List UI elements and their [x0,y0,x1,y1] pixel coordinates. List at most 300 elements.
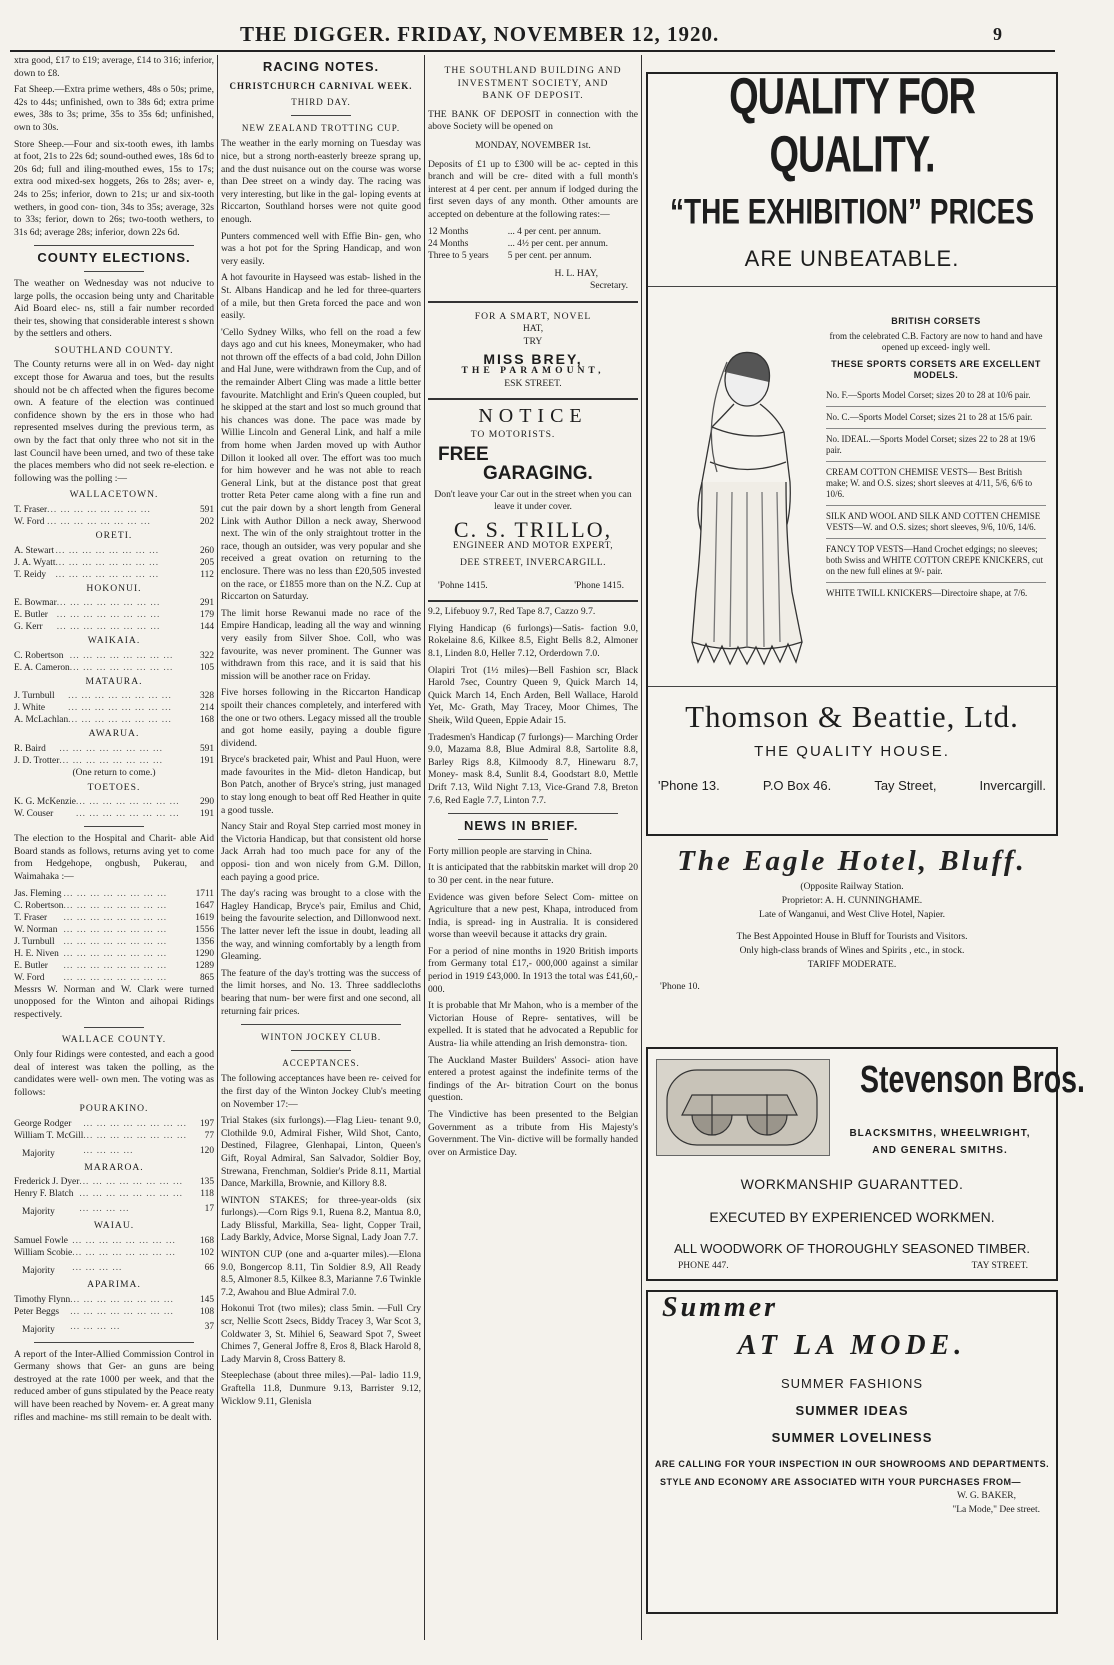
rate-value: ... 4 per cent. per annum. [507,226,601,237]
leader-dots: ... ... ... ... ... ... ... ... [75,797,180,808]
divider [428,301,638,303]
masthead-title: THE DIGGER. FRIDAY, NOVEMBER 12, 1920. [240,22,720,46]
candidate-name: E. Bowmar [14,598,57,609]
candidate-name: J. Turnbull [14,691,55,702]
vote-count: 191 [199,809,214,820]
leader-dots: ... ... ... ... ... ... ... ... [63,924,168,935]
leader-dots: ... ... ... ... ... ... ... ... [68,715,172,726]
poll-row [14,1306,214,1318]
rate-row [428,238,638,250]
candidate-name: R. Baird [14,743,46,754]
free-heading: FREE [438,444,489,466]
poll-row [14,597,214,609]
bank-signature: H. L. HAY, [554,267,598,279]
bank-paragraph: Deposits of £1 up to £300 will be ac- cepted in this branch and will be cre- dited with a full month's interest at 4 per cent. per annum if lodged during the first seven days of any month. Other amounts are accepted on debenture at the following rates:— [428,158,638,220]
leader-dots: ... ... ... ... ... ... ... ... [63,888,168,899]
ad-headline: ARE UNBEATABLE. [744,246,960,271]
poll-row [14,1247,214,1259]
interest-rates [428,226,638,262]
leader-dots: ... ... ... ... [72,1263,123,1274]
eagle-hotel-advert [646,845,1058,1025]
poll-row [14,1188,214,1200]
district-poll-table [14,650,214,674]
hotel-title: The Eagle Hotel, Bluff. [677,845,1027,877]
article-paragraph: The feature of the day's trotting was the success of the limit horses, and No. 13. Three saddlecloths bearing that num- ber were first and one second, all returning fair prices. [221,967,421,1017]
trillo-line: DEE STREET, INVERCARGILL. [459,557,607,569]
leader-dots: ... ... ... ... ... ... ... ... [75,809,180,820]
vote-count: 105 [199,662,214,673]
thomson-beattie-advert [646,68,1058,836]
rate-value: 5 per cent. per annum. [507,250,592,261]
majority-value: 37 [204,1321,214,1332]
notice-paragraph: Don't leave your Car out in the street when you can leave it under cover. [434,488,632,513]
news-item: Forty million people are starving in China. [428,845,592,857]
executed-line: EXECUTED BY EXPERIENCED WORKMEN. [709,1209,995,1225]
firm-phone: PHONE 447. [678,1261,729,1271]
riding-name: MARAROA. [84,1161,144,1173]
rate-row [428,250,638,262]
hospital-poll-table [14,888,214,984]
majority-label: Majority [22,1324,55,1335]
poll-row [14,912,214,924]
corset-woman-illustration [662,342,817,702]
article-paragraph: The following acceptances have been re- ceived for the first day of the Winton Jockey Club's meeting on November 17:— [221,1073,421,1110]
poll-row [14,796,214,808]
leader-dots: ... ... ... ... ... ... ... ... [59,755,163,766]
leader-dots: ... ... ... ... ... ... ... ... [55,569,160,580]
candidate-name: J. A. Wyatt [14,557,56,568]
majority-row [14,1200,214,1218]
news-item: Evidence was given before Select Com- mittee on Agriculture that a new pest, Khapa, introduced from India, is spread- ing in Australia. It is considered worse than weevil because it attacks dry grain. [428,891,638,941]
poll-row [14,936,214,948]
firm-name: Stevenson Bros. [860,1059,1085,1101]
wallace-poll-results [14,1103,214,1335]
article-paragraph: The weather in the early morning on Tuesday was nice, but a strong north-easterly breeze sprang up, and the dust nuisance out on the course was worse than Dee street on a windy day. The racing was very interesting, but like in the gal- loping events at Riccarton, Southland horses were not quite good enough. [221,138,421,225]
leader-dots: ... ... ... ... ... ... ... ... [63,960,168,971]
candidate-name: Frederick J. Dyer [14,1177,80,1188]
article-subheading: NEW ZEALAND TROTTING CUP. [241,122,401,133]
district-name: MATAURA. [85,675,143,687]
district-name: TOETOES. [87,781,141,793]
column-rule [641,55,642,1640]
divider [84,271,144,272]
racing-continued: Olapiri Trot (1½ miles)—Bell Fashion scr, Black Harold 7sec, Country Queen 9, Quick March 14, Quick March 14, Ench Arden, Bell Wallace, Harold Yet, Mc- Grath, May Tracey, Moor Chimes, The Sheik, Wild Queen, Eppie Adair 15. [428,664,638,726]
hotel-line: Late of Wanganui, and West Clive Hotel, Napier. [759,910,945,920]
majority-value: 120 [199,1145,214,1156]
trillo-name: C. S. TRILLO, [453,516,613,542]
firm-street: Tay Street, [874,778,937,793]
section-subheading: WALLACE COUNTY. [61,1034,167,1046]
majority-value: 66 [204,1263,214,1274]
leader-dots: ... ... ... ... ... ... ... ... [63,936,168,947]
brey-advert [428,311,638,391]
rate-row [428,226,638,238]
poll-row [14,609,214,621]
article-paragraph: The limit horse Rewanui made no race of the Empire Handicap, leading all the way and winning very easily from Silver Shoe. Coll, who was favourite, was never prominent. The Gunner was withdrawn from this race, and it is said that his mission will be another race on Friday. [221,607,421,682]
district-poll-table [14,690,214,726]
notice-heading: NOTICE [478,405,588,428]
candidate-name: E. Butler [14,610,48,621]
leader-dots: ... ... ... ... ... ... ... ... [47,517,151,527]
leader-dots: ... ... ... ... ... ... ... ... [47,505,151,515]
bank-name: BANK OF DEPOSIT. [482,90,584,102]
market-paragraph: xtra good, £17 to £19; average, £14 to 316; inferior, down to £8. [14,55,214,79]
poll-row [14,1176,214,1188]
candidate-name: E. Butler [14,960,48,971]
masthead-rule [10,50,1055,52]
corset-item: No. IDEAL.—Sports Model Corset; sizes 22 to 28 at 19/6 pair. [826,429,1046,462]
trillo-advert [428,405,638,592]
summer-line: SUMMER FASHIONS [780,1376,924,1391]
poll-row [14,690,214,702]
bank-name: THE SOUTHLAND BUILDING AND INVESTMENT SOCIETY, AND [444,65,622,89]
poll-row [14,755,214,767]
article-paragraph: Steeplechase (about three miles).—Pal- ladio 11.9, Graftella 11.8, Dunmure 9.13, Barrister 9.12, Wicklow 9.11, Glenisla [221,1370,421,1407]
calling-line: ARE CALLING FOR YOUR INSPECTION IN OUR SHOWROOMS AND DEPARTMENTS. [654,1459,1050,1469]
vote-count: 144 [199,622,214,633]
divider [84,1027,144,1028]
poll-row [14,1294,214,1306]
trillo-line: ENGINEER AND MOTOR EXPERT, [452,540,614,552]
article-heading: COUNTY ELECTIONS. [37,250,191,266]
leader-dots: ... ... ... ... ... ... ... ... [55,545,160,556]
return-note: (One return to come.) [72,766,156,778]
poll-row [14,504,214,516]
section-subheading: SOUTHLAND COUNTY. [54,344,174,356]
trade-line: AND GENERAL SMITHS. [872,1145,1008,1156]
candidate-name: K. G. McKenzie [14,797,76,808]
poll-row [14,924,214,936]
vote-count: 145 [199,1294,214,1305]
blacksmith-shop-illustration [656,1059,830,1156]
divider [34,245,194,246]
divider [458,839,548,840]
divider [428,398,638,400]
poll-row [14,960,214,972]
trillo-phone: 'Phone 1415. [574,579,624,591]
vote-count: 179 [199,610,214,621]
article-heading: RACING NOTES. [262,59,380,74]
article-paragraph: The County returns were all in on Wed- day night except those for Awarua and toes, but the results should not be ch affected when the figures become own. A feature of the election was continued confidence shown by the ers in those who had represented mselves during the previous term, as own by the fact that only three who not sit in the last Council have been urned, and two of these take the places members who did not seek re-election. e following was the polling :— [14,359,214,484]
signature: W. G. BAKER, [956,1491,1016,1501]
district-poll-table [14,504,214,528]
notice-sub: TO MOTORISTS. [470,428,556,440]
hotel-phone: 'Phone 10. [660,982,700,992]
candidate-name: J. Turnbull [14,936,55,947]
leader-dots: ... ... ... ... ... ... ... ... [55,557,160,568]
majority-label: Majority [22,1266,55,1277]
poll-row [14,972,214,984]
article-paragraph: Trial Stakes (six furlongs).—Flag Lieu- tenant 9.0, Clothilde 9.0, Admiral Fisher, Wild Shot, Canto, Destined, Filagree, Glenhapai, Linton, Queen's Gift, Royal Admiral, San Salvador, Soldier Boy, Strewana, Frenchman, Soldier's Pride 8.11, Martial Dance, Markilla, Brownie, and Killory 8.8. [221,1115,421,1190]
garaging-heading: GARAGING. [483,463,593,485]
corset-item: WHITE TWILL KNICKERS—Directoire shape, at 7/6. [826,588,1028,598]
brey-name: MISS BREY, [483,350,583,367]
article-paragraph: A report of the Inter-Allied Commission Control in Germany shows that Ger- an guns are being destroyed at the rate 1000 per week, and that the reduced amber of guns stipulated by the Peace reaty will have been reached by Novem- er. A great many rifles and machine- ms still remain to be dealt with. [14,1348,214,1423]
poll-row [14,743,214,755]
riding-poll-table [14,1118,214,1160]
candidate-name: C. Robertson [14,650,64,661]
poll-results [14,489,214,820]
article-subheading: WINTON JOCKEY CLUB. [260,1032,382,1043]
leader-dots: ... ... ... ... ... ... ... ... [63,900,168,911]
trade-line: BLACKSMITHS, WHEELWRIGHT, [849,1128,1031,1139]
leader-dots: ... ... ... ... [79,1204,130,1215]
candidate-name: W. Norman [14,924,58,935]
corsets-subtext: from the celebrated C.B. Factory are now to hand and have opened up exceed- ingly well. [829,331,1043,352]
vote-count: 290 [199,797,214,808]
riding-name: APARIMA. [87,1279,141,1291]
poll-row [14,516,214,528]
column-rule [424,55,425,1640]
la-mode-advert [646,1290,1058,1614]
candidate-name: W. Ford [14,517,45,527]
leader-dots: ... ... ... ... ... ... ... ... [63,948,168,959]
candidate-name: Peter Beggs [14,1306,60,1317]
riding-poll-table [14,1294,214,1336]
brey-line: ESK STREET. [504,377,562,389]
article-heading: NEWS IN BRIEF. [464,818,579,834]
article-subheading: CHRISTCHURCH CARNIVAL WEEK. [229,80,413,91]
candidate-name: W. Ford [14,972,45,983]
candidate-name: T. Reidy [14,569,47,580]
brey-line: HAT, [522,323,544,335]
poll-row [14,1118,214,1130]
firm-trades [834,1125,1046,1159]
vote-count: 1619 [195,912,214,923]
district-poll-table [14,743,214,767]
article-paragraph: 'Cello Sydney Wilks, who fell on the road a few days ago and cut his knees, Moneymaker, who had not thrown off the effects of a bad cold, John Dillon and Hal June, were withdrawn from the Cup, and of the remainder Albert Cling was made a little better favourite. Matchlight and Erin's Queen coupled, but he skipped at the start and lost so much ground that his chances was done. The pace was made by Willie Lincoln and General Link, and half a mile from home when Jarden moved up with Author Dillon it looked all over. The effort was too much for him however and he was not able to reach General Link, but at the distance post that great trotter Reta Peter came along with a fine run and cut the pair down by a short length from General Link with Author Dillon a neck away, Sherwood next. The win of the only straightout trotter in the race, though an outsider, was very popular and she received a great ovation on returning to the enclosure. There was no less than £20,505 invested on the race, or £1855 more than on the N.Z. Cup at Riccarton on Saturday. [221,326,421,603]
candidate-name: W. Couser [14,809,54,820]
divider [648,286,1056,287]
leader-dots: ... ... ... ... ... ... ... ... [72,1248,176,1259]
leader-dots: ... ... ... ... ... ... ... ... [79,1177,183,1188]
poll-row [14,1130,214,1142]
column-rule [217,55,218,1640]
divider [84,826,144,827]
majority-label: Majority [22,1148,55,1159]
trillo-phone: 'Pohne 1415. [438,579,488,591]
article-paragraph: Nancy Stair and Royal Step carried most money in the Victoria Handicap, but that consistent old horse Jack Arrah had too much pace for any of the opposi- tion and won nicely from G.M. Dillon, each paying a good price. [221,821,421,883]
district-poll-table [14,796,214,820]
corset-list [826,312,1046,604]
candidate-name: C. Robertson [14,900,64,911]
summer-line: SUMMER IDEAS [795,1403,909,1418]
hotel-line: The Best Appointed House in Bluff for Tourists and Visitors. [736,932,968,942]
divider [34,1342,194,1343]
hotel-line: Only high-class brands of Wines and Spirits , etc., in stock. [739,946,965,956]
divider [428,600,638,602]
la-mode-title: AT LA MODE. [737,1330,967,1361]
candidate-name: George Rodger [14,1118,72,1129]
leader-dots: ... ... ... ... ... ... ... ... [68,703,172,714]
majority-row [14,1318,214,1336]
vote-count: 591 [199,743,214,754]
district-name: WALLACETOWN. [69,489,159,501]
vote-count: 328 [199,691,214,702]
divider [291,115,351,116]
candidate-name: Samuel Fowle [14,1236,68,1247]
article-paragraph: The day's racing was brought to a close with the Hagley Handicap, Bryce's pair, Emilus and Chid, being the favourite selection, and Dillonwood next. The latter never left the issue in doubt, leading all the way, and winning comfortably by a length from Gleaming. [221,888,421,963]
bank-signature-title: Secretary. [590,280,628,292]
firm-box: P.O Box 46. [762,778,832,793]
vote-count: 1356 [195,936,214,947]
article-paragraph: Only four Ridings were contested, and each a good deal of interest was taken the polling, as the candidates were well- own men. The voting was as follows: [14,1048,214,1098]
vote-count: 1289 [195,960,214,971]
district-name: AWARUA. [88,728,140,740]
corset-item: No. F.—Sports Model Corset; sizes 20 to 28 at 10/6 pair. [826,385,1046,407]
firm-street: TAY STREET. [971,1261,1028,1271]
racing-continued: Tradesmen's Handicap (7 furlongs)— Marching Order 9.0, Mazama 8.8, Blue Admiral 8.8, Sartolite 8.8, Barley Rigs 8.8, Kilmoody 8.7, Hinewaru 8.7, Money- mask 8.4, Sunlit 8.4, Goodstart 8.0, Mettle Drift 7.13, Wild Night 7.13, Vice-Grand 7.8, Breton 7.6, Red Eagle 7.7, Linton 7.7. [428,731,638,806]
firm-name: Thomson & Beattie, Ltd. [685,699,1019,734]
district-poll-table [14,545,214,581]
racing-continued: 9.2, Lifebuoy 9.7, Red Tape 8.7, Cazzo 9.7. [428,606,596,618]
bank-notice [428,65,638,293]
riding-name: POURAKINO. [79,1103,149,1115]
corset-item: CREAM COTTON CHEMISE VESTS— Best British make; W. and O.S. sizes; short sleeves at 4/11, 5/6, 6/6 to 10/6. [826,462,1046,506]
poll-row [14,662,214,674]
divider [241,1024,401,1025]
candidate-name: J. D. Trotter [14,755,60,766]
leader-dots: ... ... ... ... ... ... ... ... [69,650,174,661]
sports-heading: THESE SPORTS CORSETS ARE EXCELLENT MODELS. [831,359,1041,380]
riding-poll-table [14,1176,214,1218]
article-paragraph: A hot favourite in Hayseed was estab- lished in the St. Albans Handicap and he led for three-quarters of a mile, but then Greta forced the pace and won easily. [221,272,421,322]
candidate-name: Timothy Flynn [14,1294,71,1305]
leader-dots: ... ... ... ... ... ... ... ... [69,662,174,673]
news-item: The Vindictive has been presented to the Belgian Government as a tribute from His Majesty's Government. The Vin- dictive will be formally handed over on Armistice Day. [428,1109,638,1158]
leader-dots: ... ... ... ... ... ... ... ... [83,1130,187,1141]
candidate-name: Jas. Fleming [14,888,62,899]
vote-count: 322 [199,650,214,661]
candidate-name: A. Stewart [14,545,55,556]
vote-count: 260 [199,545,214,556]
leader-dots: ... ... ... ... ... ... ... ... [63,972,168,983]
candidate-name: William Scobie [14,1248,73,1259]
column-2 [221,55,421,1645]
article-paragraph: WINTON CUP (one and a-quarter miles).—Elona 9.0, Bongercop 8.11, Tin Soldier 8.9, All Ready 8.5, Almoner 8.5, Kilkee 8.3, Marianne 7.6 Twinkle 7.2, Awahou and Blue Admiral 7.0. [221,1249,421,1298]
poll-row [14,557,214,569]
vote-count: 1556 [195,924,214,935]
candidate-name: J. White [14,703,46,714]
leader-dots: ... ... ... ... ... ... ... ... [72,1236,176,1247]
firm-phone: 'Phone 13. [658,778,720,793]
leader-dots: ... ... ... ... ... ... ... ... [56,622,161,633]
racing-continued: Flying Handicap (6 furlongs)—Satis- faction 9.0, Rokelaine 8.6, Kilkee 8.5, Eight Bells 8.2, Almoner 8.1, Linden 8.0, Heller 7.12, Orderdown 7.0. [428,622,638,659]
majority-value: 17 [204,1204,214,1215]
riding-name: WAIAU. [93,1220,135,1232]
article-paragraph: Bryce's bracketed pair, Whist and Paul Huon, were made favourites in the Mid- dleton Handicap, but Bon Patch, another of Bryce's string, just managed to stay long enough to beat off Red Heather in quite a good tussle. [221,754,421,816]
firm-town: Invercargill. [979,778,1046,793]
leader-dots: ... ... ... ... ... ... ... ... [70,1306,174,1317]
article-paragraph: The election to the Hospital and Charit- able Aid Board stands as follows, returns aving yet to come from Hedgehope, ongbush, Pukerau, and Waimahaka :— [14,833,214,882]
corset-item: SILK AND WOOL AND SILK AND COTTEN CHEMISE VESTS—W. and O.S. sizes; short sleeves, 9/6, 10/6, 14/6. [826,506,1046,539]
market-paragraph: Fat Sheep.—Extra prime wethers, 48s o 50s; prime, 42s to 44s; unfinished, own to 38s 6d; extra prime ewes, 38s to 3s; prime, 35s to 35s 6d; unfinished, own to 30s. [14,84,214,133]
news-item: It is anticipated that the rabbitskin market will drop 20 to 30 per cent. in the near future. [428,862,638,886]
article-paragraph: Five horses following in the Riccarton Handicap spoilt their chances completely, and interfered with the one or two others. Legacy missed all the trouble and got home easily, paying a double figure dividend. [221,687,421,749]
rate-term: 12 Months [428,226,469,237]
poll-row [14,702,214,714]
article-paragraph: The weather on Wednesday was not nducive to large polls, the occasion being unty and Charitable Aid Board elec- ns, still a fair number recorded their tes, showing that considerable interest s shown by the settlers and others. [14,277,214,340]
vote-count: 118 [200,1189,214,1200]
leader-dots: ... ... ... ... [83,1145,134,1156]
brey-line: THE PARAMOUNT, [461,365,605,377]
brey-line: TRY [523,335,543,347]
rate-term: 24 Months [428,238,469,249]
article-paragraph: WINTON STAKES; for three-year-olds (six furlongs).—Corn Rigs 9.1, Ruena 8.2, Mantua 8.0, Lady Blissful, Markilla, Sea- light, Copper Trail, Lady Barkly, Advice, Morse Signal, Lady Joan 7.7. [221,1194,421,1244]
poll-row [14,714,214,726]
rate-term: Three to 5 years [428,250,489,261]
district-poll-table [14,597,214,633]
leader-dots: ... ... ... ... ... ... ... ... [56,598,161,609]
article-subheading: ACCEPTANCES. [282,1057,360,1068]
vote-count: 291 [199,598,214,609]
district-name: ORETI. [95,530,133,541]
vote-count: 191 [199,755,214,766]
vote-count: 865 [199,972,214,983]
candidate-name: A. McLachlan [14,715,69,726]
brey-line: FOR A SMART, NOVEL [474,310,592,322]
woodwork-line: ALL WOODWORK OF THOROUGHLY SEASONED TIMBER. [673,1241,1031,1256]
leader-dots: ... ... ... ... ... ... ... ... [68,691,172,702]
vote-count: 77 [204,1130,214,1141]
article-paragraph: Punters commenced well with Effie Bin- gen, who was a hot pot for the Spring Handicap, and won very easily. [221,230,421,267]
vote-count: 168 [199,715,214,726]
masthead [0,22,1114,52]
candidate-name: William T. McGill [14,1130,84,1141]
leader-dots: ... ... ... ... [70,1321,121,1332]
vote-count: 197 [199,1118,214,1129]
column-1 [14,55,214,1645]
vote-count: 112 [200,569,214,580]
poll-row [14,545,214,557]
candidate-name: E. A. Cameron [14,662,70,673]
majority-row [14,1142,214,1160]
hotel-line: (Opposite Railway Station. [800,882,904,892]
vote-count: 108 [199,1306,214,1317]
news-item: The Auckland Master Builders' Associ- ation have entered a protest against the indefinite terms of the findings of the Ar- bitration Court on the bonus question. [428,1054,638,1104]
vote-count: 205 [199,557,214,568]
article-paragraph: Messrs W. Norman and W. Clark were turned unopposed for the Winton and aihopai Ridings respectively. [14,983,214,1020]
hotel-line: Proprietor: A. H. CUNNINGHAME. [781,896,923,906]
news-item: For a period of nine months in 1920 British imports from Germany total £17,- 000,000 against a similar period in 1919 £43,000. In 1913 the total was £41,60,- 000. [428,945,638,995]
ad-headline: QUALITY FOR QUALITY. [729,68,975,184]
bank-paragraph: THE BANK OF DEPOSIT in connection with the above Society will be opened on [428,108,638,133]
column-3 [428,55,638,1645]
rate-value: ... 4½ per cent. per annum. [507,238,609,249]
vote-count: 1647 [195,900,214,911]
candidate-name: G. Kerr [14,622,43,633]
majority-label: Majority [22,1207,55,1218]
poll-row [14,569,214,581]
firm-tagline: THE QUALITY HOUSE. [754,743,950,760]
candidate-name: H. E. Niven [14,948,59,959]
news-item: It is probable that Mr Mahon, who is a member of the Victorian House of Repre- sentatives, will be expelled. It is stated that he advocated a Republic for Austra- lia while attending an Irish demonstra- tion. [428,1000,638,1050]
district-name: HOKONUI. [86,582,142,594]
corset-item: No. C.—Sports Model Corset; sizes 21 to 28 at 15/6 pair. [826,407,1046,429]
candidate-name: Henry F. Blatch [14,1189,74,1200]
poll-row [14,650,214,662]
summer-script: Summer [662,1292,779,1323]
divider [448,813,618,814]
vote-count: 102 [199,1248,214,1259]
vote-count: 1290 [195,948,214,959]
article-paragraph: Hokonui Trot (two miles); class 5min. —Full Cry scr, Nellie Scott 2secs, Biddy Tracey 3, War Scot 3, Coldwater 3, St. Mihiel 6, Seaward Spot 7, Sweet Chimes 7, General Joffre 8, Eros 8, Black Harold 8, Lady Marvin 8, Cross Battery 8. [221,1303,421,1365]
leader-dots: ... ... ... ... ... ... ... ... [56,610,161,621]
leader-dots: ... ... ... ... ... ... ... ... [63,912,168,923]
district-name: WAIKAIA. [87,635,141,647]
summer-line: SUMMER LOVELINESS [771,1430,933,1445]
signature-address: "La Mode," Dee street. [952,1505,1040,1515]
